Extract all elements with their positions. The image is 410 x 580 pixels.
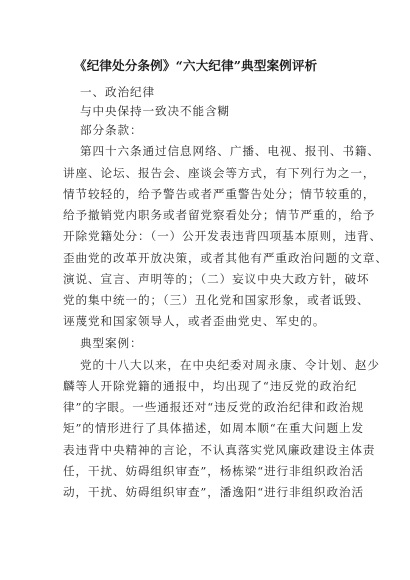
document-title: 《纪律处分条例》“六大纪律”典型案例评析: [74, 58, 318, 73]
case-line: 党的十八大以来，在中央纪委对周永康、令计划、赵少: [80, 358, 380, 372]
article-line: 党的集中统一的；（三）丑化党和国家形象，或者诋毁、: [63, 293, 370, 307]
cases-label: 典型案例：: [80, 336, 143, 350]
case-line: 麟等人开除党籍的通报中，均出现了“违反党的政治纪: [63, 379, 358, 393]
subheading: 与中央保持一致决不能含糊: [80, 104, 230, 118]
case-line: 动，干扰、妨碍组织审查”，潘逸阳“进行非组织政治活: [63, 485, 365, 499]
case-line: 表违背中央精神的言论，不认真落实党风廉政建设主体责: [63, 443, 376, 457]
article-line: 诬蔑党和国家领导人，或者歪曲党史、军史的。: [63, 314, 326, 328]
case-line: 任，干扰、妨碍组织审查”，杨栋梁“进行非组织政治活: [63, 464, 365, 478]
section-heading: 一、政治纪律: [80, 85, 155, 99]
article-line: 演说、宣言、声明等的；（二）妄议中央大政方针，破坏: [63, 272, 370, 286]
article-line: 讲座、论坛、报告会、座谈会等方式，有下列行为之一，: [63, 166, 376, 180]
case-line: 律”的字眼。一些通报还对“违反党的政治纪律和政治规: [63, 400, 365, 414]
article-line: 第四十六条通过信息网络、广播、电视、报刊、书籍、: [80, 144, 380, 158]
article-line: 歪曲党的改革开放决策，或者其他有严重政治问题的文章、: [63, 251, 388, 265]
article-line: 情节较轻的，给予警告或者严重警告处分；情节较重的，: [63, 187, 376, 201]
article-line: 开除党籍处分：（一）公开发表违背四项基本原则，违背、: [63, 229, 383, 243]
case-line: 矩”的情形进行了具体描述，如周本顺“在重大问题上发: [63, 421, 365, 435]
article-line: 给予撤销党内职务或者留党察看处分；情节严重的，给予: [63, 208, 376, 222]
clauses-label: 部分条款：: [80, 123, 143, 137]
